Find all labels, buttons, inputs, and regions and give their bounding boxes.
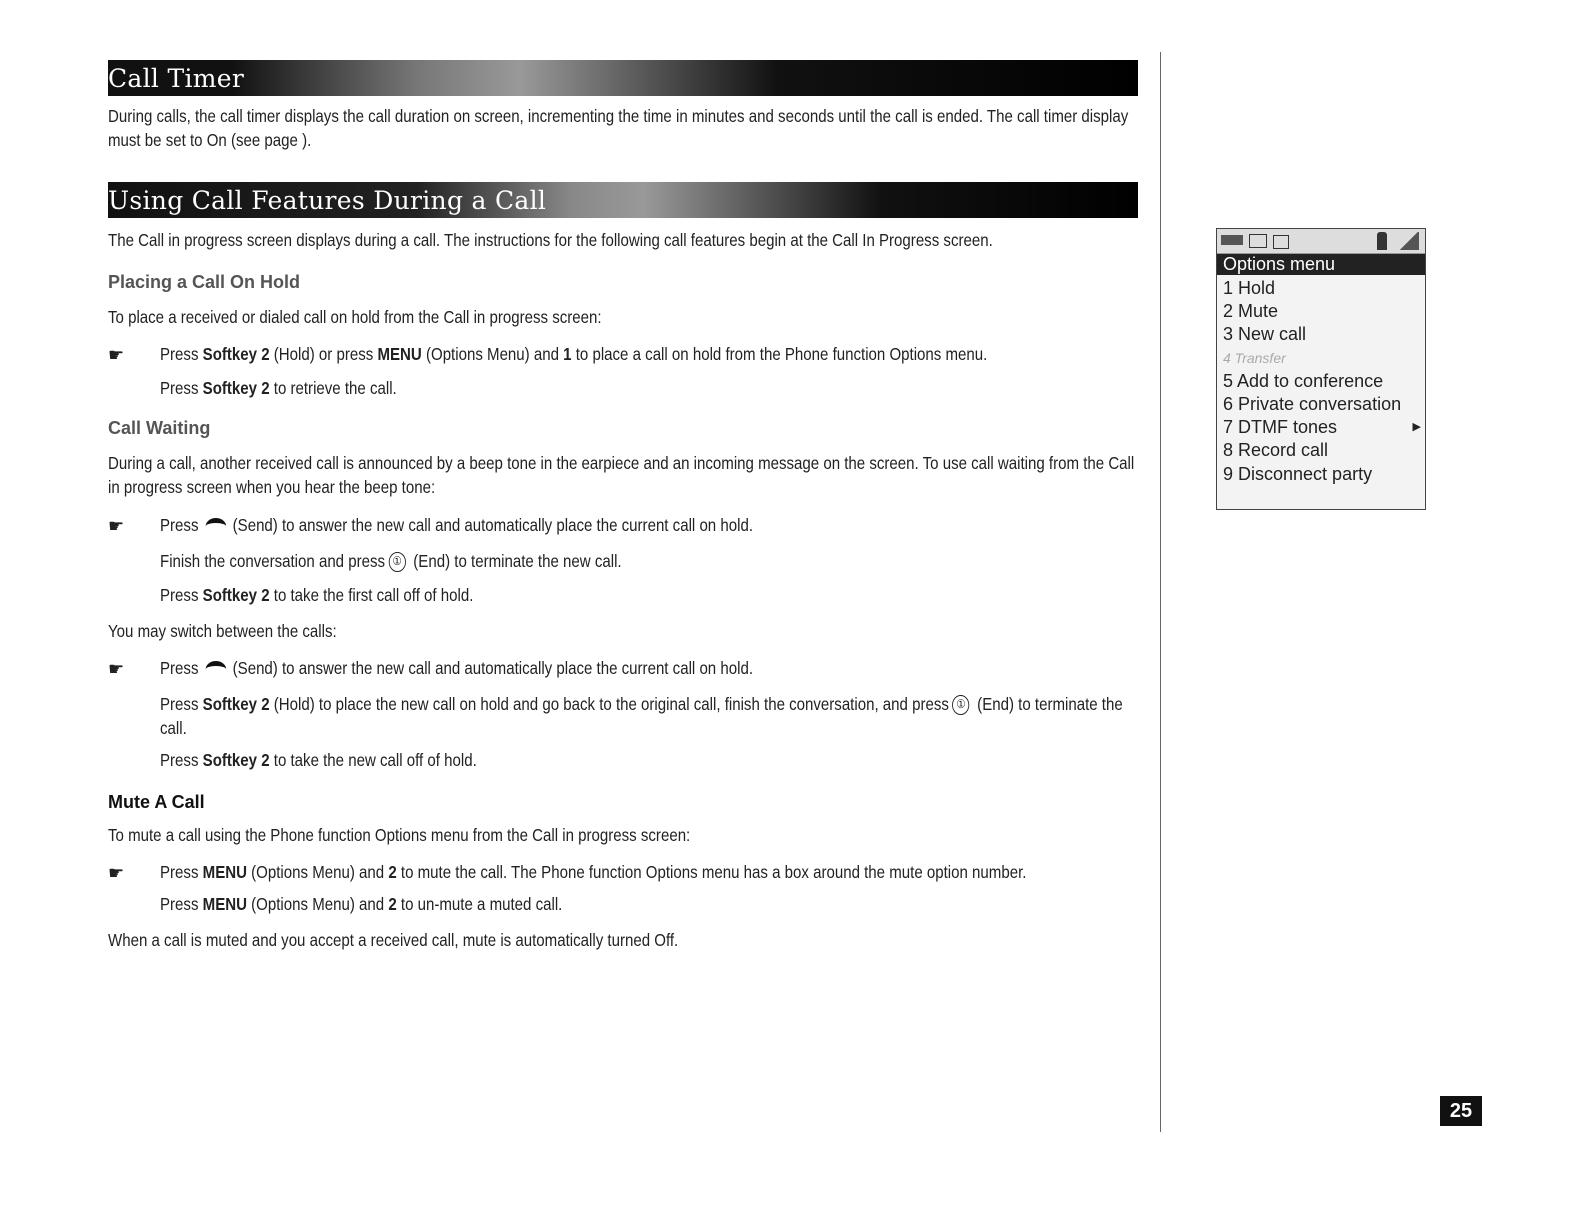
call-waiting-intro: During a call, another received call is announced by a beep tone in the earpiece and an incoming message on the screen. To use call waiting from the Call in progress screen when you hear the beep tone: [108,453,1135,497]
switch-text: You may switch between the calls: [108,621,337,641]
list-item: Press Softkey 2 to take the new call off of hold. [160,750,477,770]
mute-heading: Mute A Call [108,792,205,812]
menu-item-private-conversation: 6 Private conversation [1223,394,1402,415]
menu-item-new-call: 3 New call [1223,324,1307,345]
list-item: Press Softkey 2 to retrieve the call. [160,378,397,398]
mute-intro: To mute a call using the Phone function Options menu from the Call in progress screen: [108,825,691,845]
list-item: ☛ Press MENU (Options Menu) and 2 to mute the call. The Phone function Options menu has a box around the mute option number. [108,862,1027,883]
section-banner-call-timer [108,60,1138,96]
menu-item-add-to-conference: 5 Add to conference [1223,370,1384,391]
pointing-hand-icon: ☛ [108,345,125,365]
pointing-hand-icon: ☛ [108,659,125,679]
end-key-icon: ① [388,552,405,572]
send-key-icon [205,518,226,535]
phone-screen-illustration [1216,228,1426,510]
list-item: Press MENU (Options Menu) and 2 to un-mute a muted call. [160,894,563,914]
pointing-hand-icon: ☛ [108,516,125,536]
battery-icon [1221,235,1243,245]
signal-strength-icon [1399,232,1419,250]
list-item: Press Softkey 2 to take the first call off of hold. [160,585,474,605]
section-banner-call-features [108,182,1138,218]
calendar-icon [1273,235,1289,249]
list-item: Finish the conversation and press ① (End) to terminate the new call. [160,551,622,571]
menu-item-hold: 1 Hold [1223,278,1276,298]
call-timer-text: During calls, the call timer displays the call duration on screen, incrementing the time in minutes and seconds until the call is ended. The call timer display must be set to On (see page ). [108,106,1129,150]
call-waiting-heading: Call Waiting [108,418,211,438]
list-item: ☛ Press Softkey 2 (Hold) or press MENU (Options Menu) and 1 to place a call on hold from the Phone function Options menu. [108,344,988,365]
pointing-hand-icon: ☛ [108,863,125,883]
options-menu-list [1217,275,1425,486]
handset-icon [1377,232,1387,250]
hold-intro: To place a received or dialed call on hold from the Call in progress screen: [108,307,602,327]
mute-outro: When a call is muted and you accept a received call, mute is automatically turned Off. [108,930,679,950]
column-divider [1160,52,1161,1132]
section-title: Call Timer [108,63,245,93]
send-key-icon [205,661,226,678]
list-item: ☛ Press (Send) to answer the new call and automatically place the current call on hold. [108,658,753,679]
main-content [108,60,1138,952]
end-key-icon: ① [952,695,969,715]
menu-item-record-call: 8 Record call [1223,440,1329,461]
phone-status-bar [1217,229,1425,254]
menu-item-transfer: 4 Transfer [1223,349,1286,366]
menu-item-dtmf-tones: 7 DTMF tones ▶ [1223,416,1425,439]
envelope-icon [1249,234,1267,248]
list-item: ☛ Press (Send) to answer the new call and automatically place the current call on hold. [108,515,753,536]
menu-item-disconnect-party: 9 Disconnect party [1223,463,1373,484]
call-features-text: The Call in progress screen displays during a call. The instructions for the following call features begin at the Call In Progress screen. [108,230,993,250]
page-number: 25 [1440,1096,1482,1126]
menu-item-mute: 2 Mute [1223,301,1279,322]
list-item: Press Softkey 2 (Hold) to place the new call on hold and go back to the original call, finish the conversation, and press ① (End) to terminate the call. [160,694,1123,738]
section-title: Using Call Features During a Call [108,185,547,215]
hold-heading: Placing a Call On Hold [108,272,301,292]
submenu-arrow-icon: ▶ [1412,421,1421,434]
options-menu-title: Options menu [1217,254,1425,275]
